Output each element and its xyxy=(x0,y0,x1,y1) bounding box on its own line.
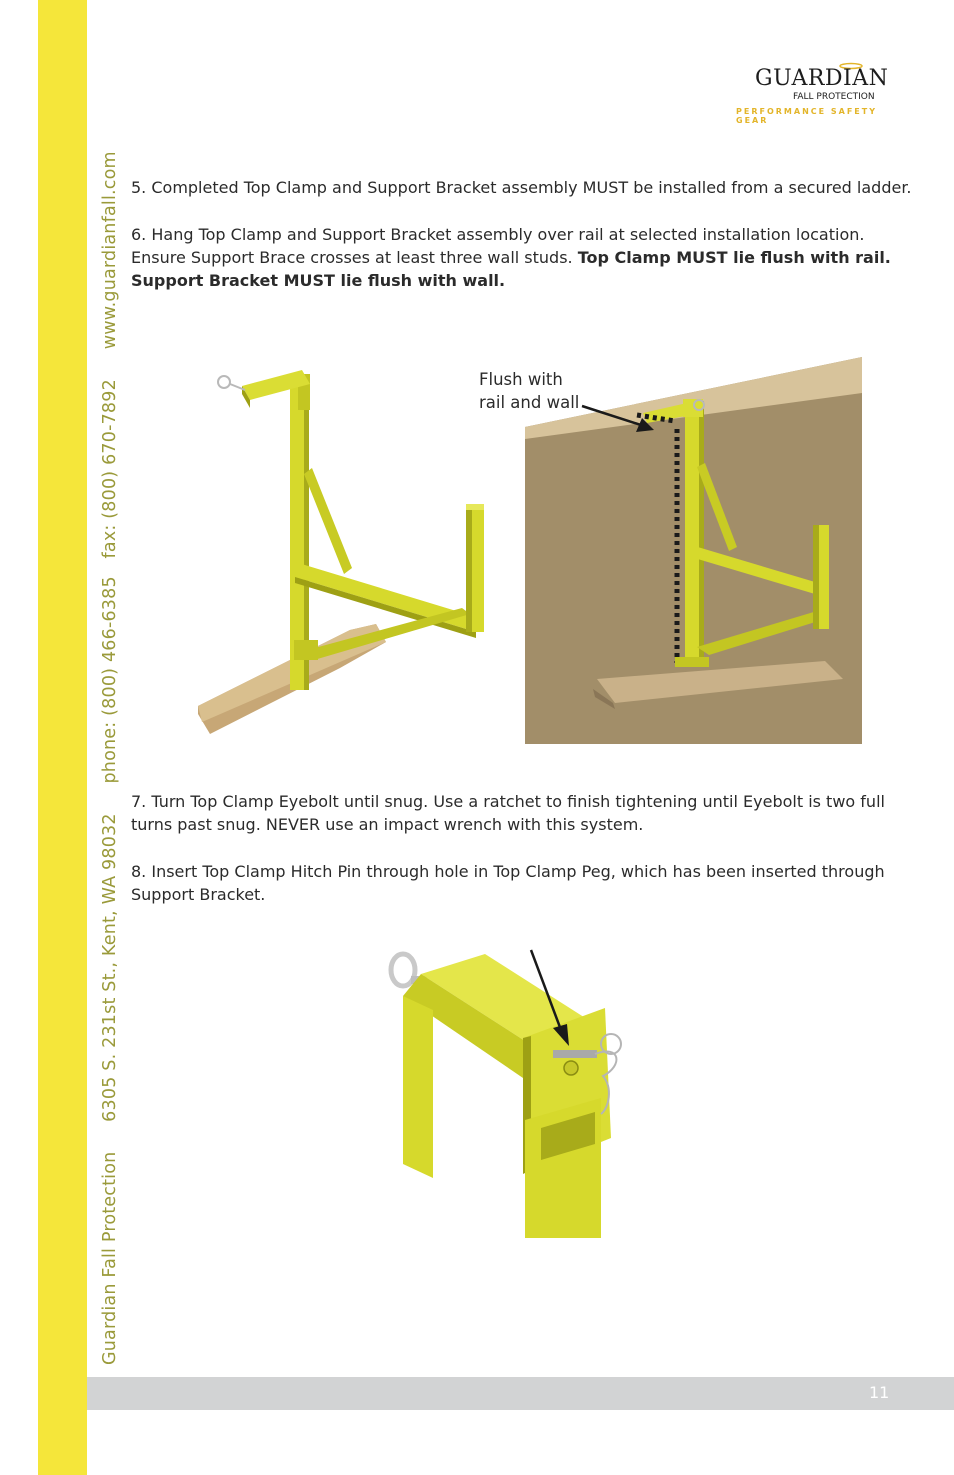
guardian-logo xyxy=(735,62,895,125)
step-6-text: 6. Hang Top Clamp and Support Bracket assembly over rail at selected installation location. Ensure Support Brace crosses at least three wall studs. xyxy=(131,225,865,267)
flush-callout-label xyxy=(479,368,579,414)
step-8: 8. Insert Top Clamp Hitch Pin through hole in Top Clamp Peg, which has been inserted through Support Bracket. xyxy=(131,862,885,904)
sidebar-phone: phone: (800) 466-6385 xyxy=(100,576,120,784)
wall-mounted-bracket-photo xyxy=(525,357,862,744)
sidebar-fax: fax: (800) 670-7892 xyxy=(100,379,120,559)
step-5: 5. Completed Top Clamp and Support Bracket assembly MUST be installed from a secured ladder. xyxy=(131,178,912,197)
callout-line-1: Flush with xyxy=(479,370,563,389)
sidebar-contact-text xyxy=(38,0,120,1475)
step-7: 7. Turn Top Clamp Eyebolt until snug. Use a ratchet to finish tightening until Eyebolt is two full turns past snug. NEVER use an impact wrench with this system. xyxy=(131,792,885,834)
step-6 xyxy=(131,223,901,292)
step-6-warning: Top Clamp MUST lie flush with rail. Support Bracket MUST lie flush with wall. xyxy=(131,248,891,290)
bracket-assembly-illustration xyxy=(190,362,496,734)
top-clamp-hitch-pin-illustration xyxy=(385,948,625,1240)
callout-line-2: rail and wall xyxy=(479,393,580,412)
page-number: 11 xyxy=(869,1383,890,1402)
footer-bar xyxy=(87,1377,954,1410)
logo-tagline: PERFORMANCE SAFETY GEAR xyxy=(736,107,878,125)
logo-subtitle: FALL PROTECTION xyxy=(793,92,875,102)
sidebar-address: 6305 S. 231st St., Kent, WA 98032 xyxy=(100,813,120,1122)
sidebar-company: Guardian Fall Protection xyxy=(100,1151,120,1365)
sidebar-website: www.guardianfall.com xyxy=(100,151,120,350)
callout-arrow xyxy=(580,400,660,434)
logo-wordmark: GUARDIAN xyxy=(755,66,889,91)
